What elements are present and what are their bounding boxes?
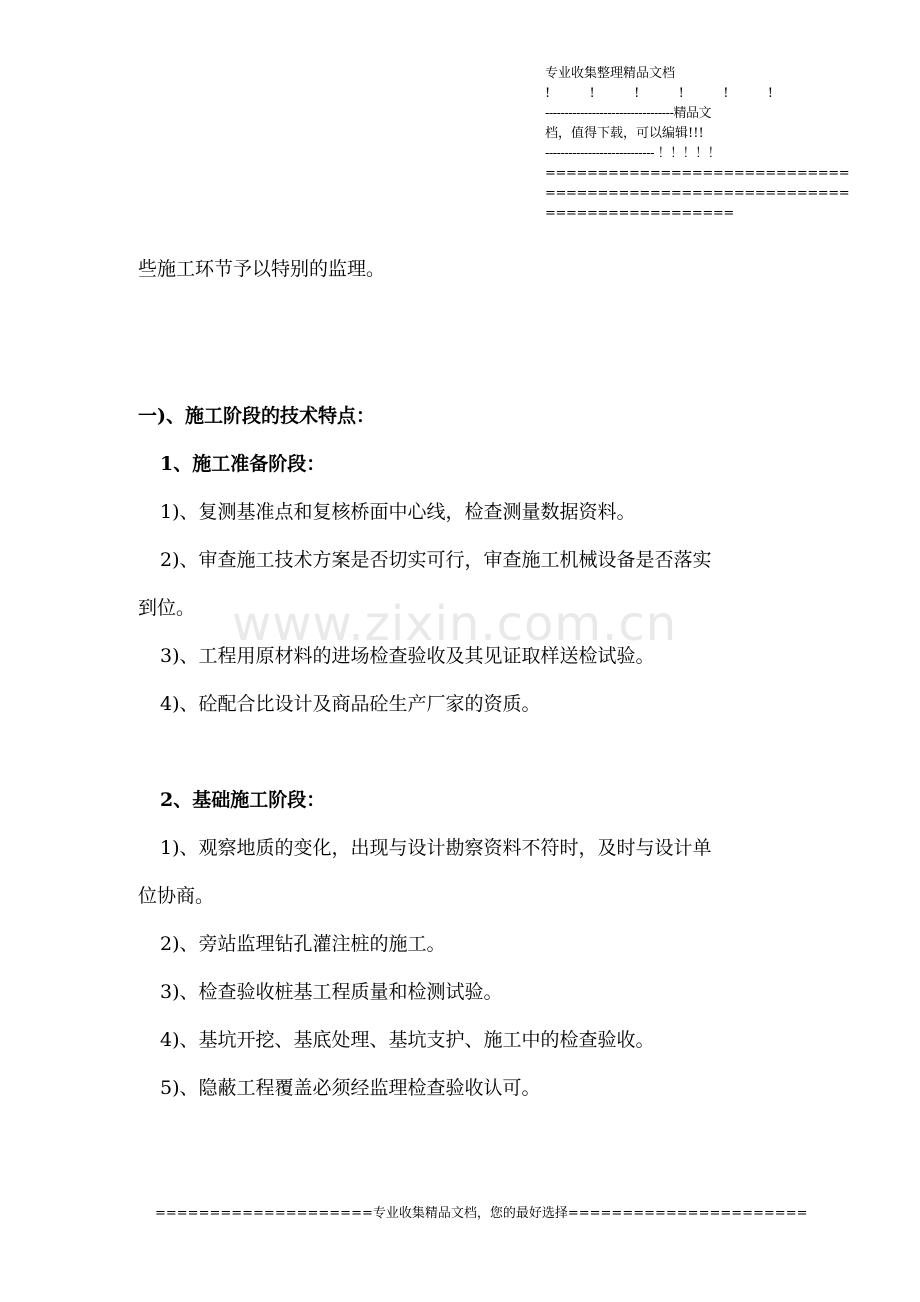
list-item: 3)、工程用原材料的进场检查验收及其见证取样送检试验。 <box>160 645 655 667</box>
list-item: 1)、观察地质的变化，出现与设计勘察资料不符时，及时与设计单 <box>160 837 712 859</box>
exclamation-mark: ! <box>589 86 595 101</box>
header-note-line-8: ================== <box>545 206 734 221</box>
header-note-line-7: ============================= <box>545 186 850 201</box>
list-item: 5)、隐蔽工程覆盖必须经监理检查验收认可。 <box>160 1077 541 1099</box>
list-item: 2)、审查施工技术方案是否切实可行，审查施工机械设备是否落实 <box>160 549 712 571</box>
footer-banner: ====================专业收集精品文档，您的最好选择====================== <box>155 1206 808 1221</box>
subsection-heading-foundation: 2、基础施工阶段： <box>160 789 326 811</box>
header-note-line-3: ---------------------------------精品文 <box>545 106 711 121</box>
watermark-text: www.zixin.com.cn <box>232 596 678 652</box>
exclamation-mark: ! <box>545 86 551 101</box>
list-item-continuation: 到位。 <box>138 597 196 619</box>
list-item-continuation: 位协商。 <box>138 885 215 907</box>
list-item: 3)、检查验收桩基工程质量和检测试验。 <box>160 981 503 1003</box>
exclamation-mark: ! <box>723 86 729 101</box>
list-item: 1)、复测基准点和复核桥面中心线，检查测量数据资料。 <box>160 501 636 523</box>
header-note-line-4: 档，值得下载，可以编辑!!! <box>545 126 704 141</box>
header-note-exclamation-row <box>545 84 773 104</box>
list-item: 2)、旁站监理钻孔灌注桩的施工。 <box>160 933 446 955</box>
header-note <box>545 64 850 224</box>
exclamation-mark: ! <box>634 86 640 101</box>
subsection-heading-prep: 1、施工准备阶段： <box>160 453 326 475</box>
section-heading: 一)、施工阶段的技术特点： <box>138 405 375 427</box>
header-note-line-6: ============================= <box>545 166 850 181</box>
intro-paragraph: 些施工环节予以特别的监理。 <box>138 258 386 280</box>
list-item: 4)、砼配合比设计及商品砼生产厂家的资质。 <box>160 693 541 715</box>
header-note-line-5: ---------------------------- ！！！！！ <box>545 146 721 161</box>
header-note-line-1: 专业收集整理精品文档 <box>545 66 676 81</box>
exclamation-mark: ! <box>678 86 684 101</box>
exclamation-mark: ! <box>767 86 773 101</box>
list-item: 4)、基坑开挖、基底处理、基坑支护、施工中的检查验收。 <box>160 1029 655 1051</box>
